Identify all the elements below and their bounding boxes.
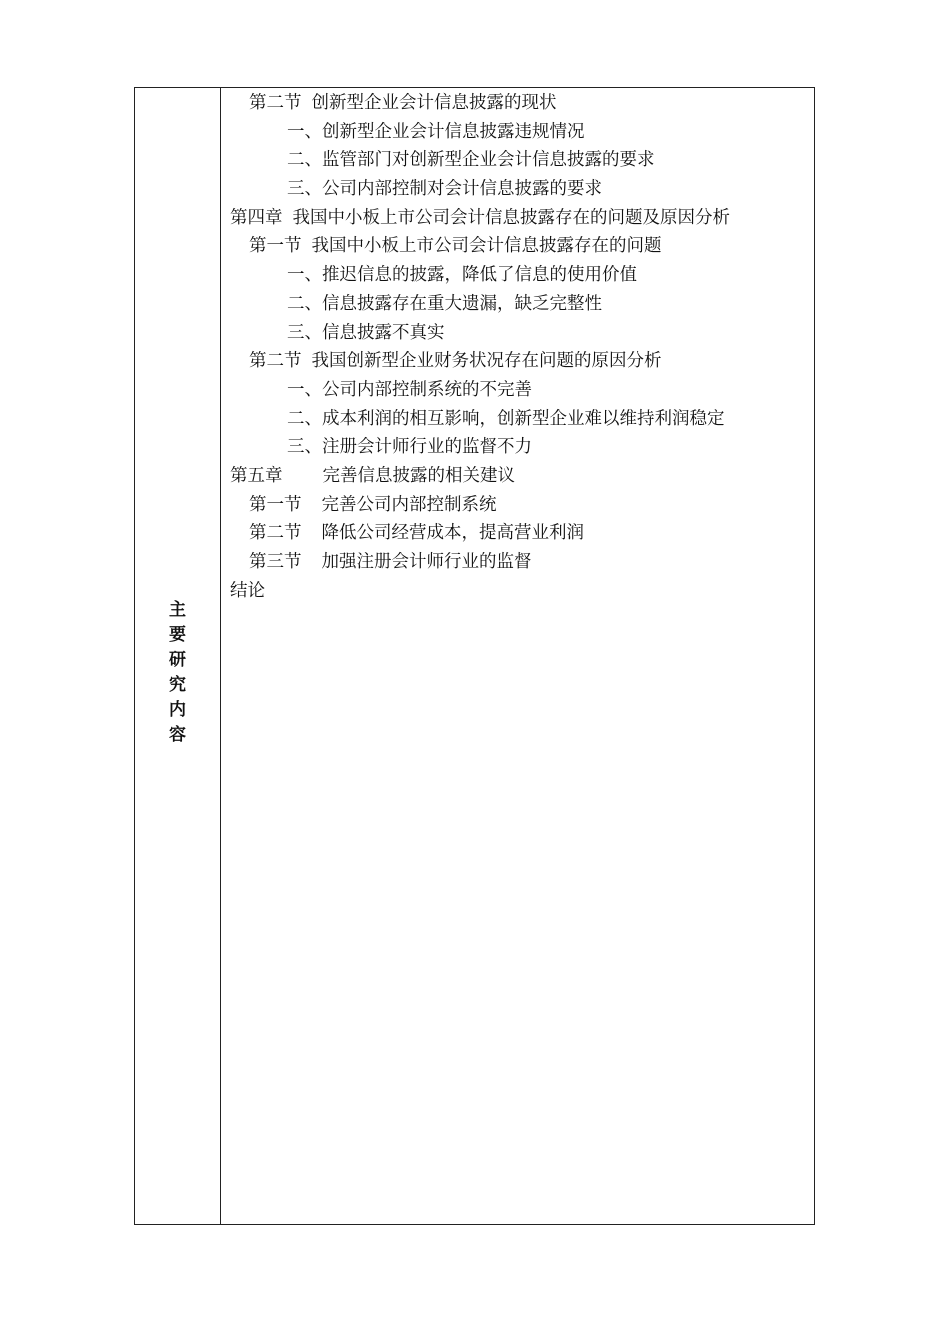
section-label bbox=[135, 598, 220, 748]
subsection-item bbox=[230, 146, 730, 175]
heading-title: 二、监管部门对创新型企业会计信息披露的要求 bbox=[287, 150, 655, 171]
heading-title: 三、信息披露不真实 bbox=[287, 322, 445, 343]
heading-number: 第五章 bbox=[230, 465, 283, 486]
heading-title: 完善公司内部控制系统 bbox=[321, 494, 497, 515]
section-label-cell bbox=[135, 88, 221, 1224]
subsection-item bbox=[230, 319, 730, 348]
heading-title: 三、注册会计师行业的监督不力 bbox=[287, 437, 532, 458]
section-heading bbox=[230, 347, 730, 376]
subsection-item bbox=[230, 405, 730, 434]
section-label-char: 要 bbox=[169, 625, 186, 645]
subsection-item bbox=[230, 290, 730, 319]
heading-title: 加强注册会计师行业的监督 bbox=[321, 552, 532, 572]
outline-list bbox=[230, 89, 730, 605]
subsection-item bbox=[230, 261, 730, 290]
heading-number: 结论 bbox=[230, 580, 265, 601]
heading-number: 第一节 bbox=[249, 494, 302, 515]
form-table bbox=[134, 87, 815, 1225]
heading-number: 第二节 bbox=[249, 93, 302, 113]
section-heading bbox=[230, 232, 730, 261]
heading-number: 第三节 bbox=[249, 552, 302, 572]
heading-title: 一、创新型企业会计信息披露违规情况 bbox=[287, 121, 585, 142]
heading-number: 第二节 bbox=[249, 523, 302, 544]
chapter-heading bbox=[230, 462, 730, 491]
section-label-char: 内 bbox=[169, 700, 186, 720]
heading-number: 第四章 bbox=[230, 207, 283, 228]
heading-title: 一、推迟信息的披露，降低了信息的使用价值 bbox=[287, 265, 637, 286]
heading-title: 二、信息披露存在重大遗漏，缺乏完整性 bbox=[287, 293, 602, 314]
subsection-item bbox=[230, 376, 730, 405]
heading-title: 完善信息披露的相关建议 bbox=[322, 465, 515, 486]
section-heading bbox=[230, 491, 730, 520]
subsection-item bbox=[230, 433, 730, 462]
heading-title: 三、公司内部控制对会计信息披露的要求 bbox=[287, 179, 602, 200]
heading-title: 我国创新型企业财务状况存在问题的原因分析 bbox=[311, 351, 662, 372]
heading-number: 第一节 bbox=[249, 236, 302, 257]
heading-title: 二、成本利润的相互影响，创新型企业难以维持利润稳定 bbox=[287, 408, 725, 429]
heading-title: 降低公司经营成本，提高营业利润 bbox=[321, 523, 584, 544]
heading-title: 我国中小板上市公司会计信息披露存在的问题 bbox=[311, 236, 662, 257]
chapter-heading bbox=[230, 577, 730, 606]
heading-title: 一、公司内部控制系统的不完善 bbox=[287, 379, 532, 400]
subsection-item bbox=[230, 175, 730, 204]
content-cell bbox=[221, 88, 814, 1224]
section-heading bbox=[230, 89, 730, 118]
heading-title: 我国中小板上市公司会计信息披露存在的问题及原因分析 bbox=[292, 207, 730, 228]
section-label-char: 究 bbox=[169, 675, 186, 695]
section-label-char: 主 bbox=[169, 600, 186, 620]
chapter-heading bbox=[230, 204, 730, 233]
heading-number: 第二节 bbox=[249, 351, 302, 372]
section-label-char: 研 bbox=[169, 650, 186, 670]
section-heading bbox=[230, 519, 730, 548]
subsection-item bbox=[230, 118, 730, 147]
heading-title: 创新型企业会计信息披露的现状 bbox=[311, 93, 557, 113]
section-label-char: 容 bbox=[169, 725, 186, 745]
section-heading bbox=[230, 548, 730, 577]
